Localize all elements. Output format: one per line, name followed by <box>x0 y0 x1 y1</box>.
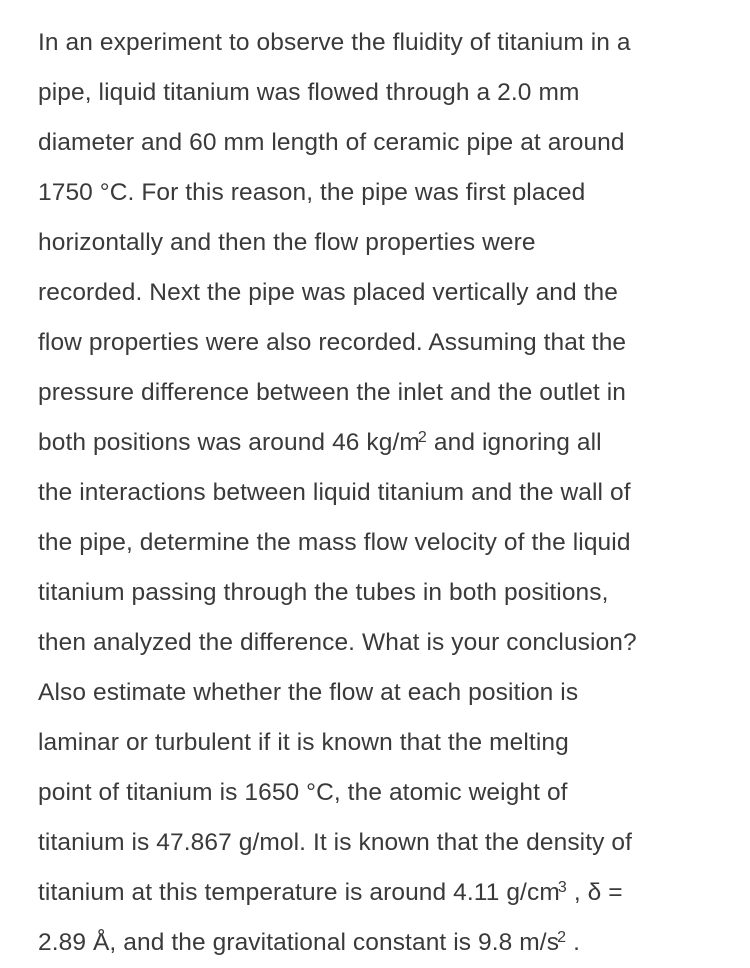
exponent-2: 2 <box>557 929 567 946</box>
text-line: the pipe, determine the mass flow velocity of the liquid <box>38 529 631 556</box>
text-line: titanium passing through the tubes in both positions, <box>38 579 609 606</box>
text-line: flow properties were also recorded. Assuming that the <box>38 329 627 356</box>
text-line: point of titanium is 1650 °C, the atomic weight of <box>38 779 568 806</box>
text-line: Also estimate whether the flow at each position is <box>38 679 579 706</box>
text-line: titanium is 47.867 g/mol. It is known that the density of <box>38 829 633 856</box>
text-line: recorded. Next the pipe was placed vertically and the <box>38 279 619 306</box>
period-text: . <box>573 929 580 956</box>
text-line: pipe, liquid titanium was flowed through a 2.0 mm <box>38 79 580 106</box>
text-line-pressure <box>38 418 738 468</box>
exponent-2: 2 <box>417 429 427 446</box>
pressure-text-after: and ignoring all <box>433 429 602 456</box>
text-line: horizontally and then the flow properties were <box>38 229 536 256</box>
question-text <box>38 18 738 968</box>
text-line: 1750 °C. For this reason, the pipe was first placed <box>38 179 586 206</box>
text-line-density <box>38 868 738 918</box>
pressure-text: both positions was around 46 kg/m <box>38 429 420 456</box>
exponent-3: 3 <box>557 879 567 896</box>
text-line: diameter and 60 mm length of ceramic pipe at around <box>38 129 625 156</box>
text-line: the interactions between liquid titanium and the wall of <box>38 479 631 506</box>
text-line: pressure difference between the inlet and the outlet in <box>38 379 626 406</box>
density-text: titanium at this temperature is around 4.11 g/cm <box>38 879 560 906</box>
gravity-text: 2.89 Å, and the gravitational constant is 9.8 m/s <box>38 929 560 956</box>
text-line-gravity <box>38 918 738 968</box>
text-line: laminar or turbulent if it is known that the melting <box>38 729 569 756</box>
text-line: then analyzed the difference. What is your conclusion? <box>38 629 637 656</box>
text-line: In an experiment to observe the fluidity of titanium in a <box>38 29 631 56</box>
delta-text: , δ = <box>573 879 623 906</box>
